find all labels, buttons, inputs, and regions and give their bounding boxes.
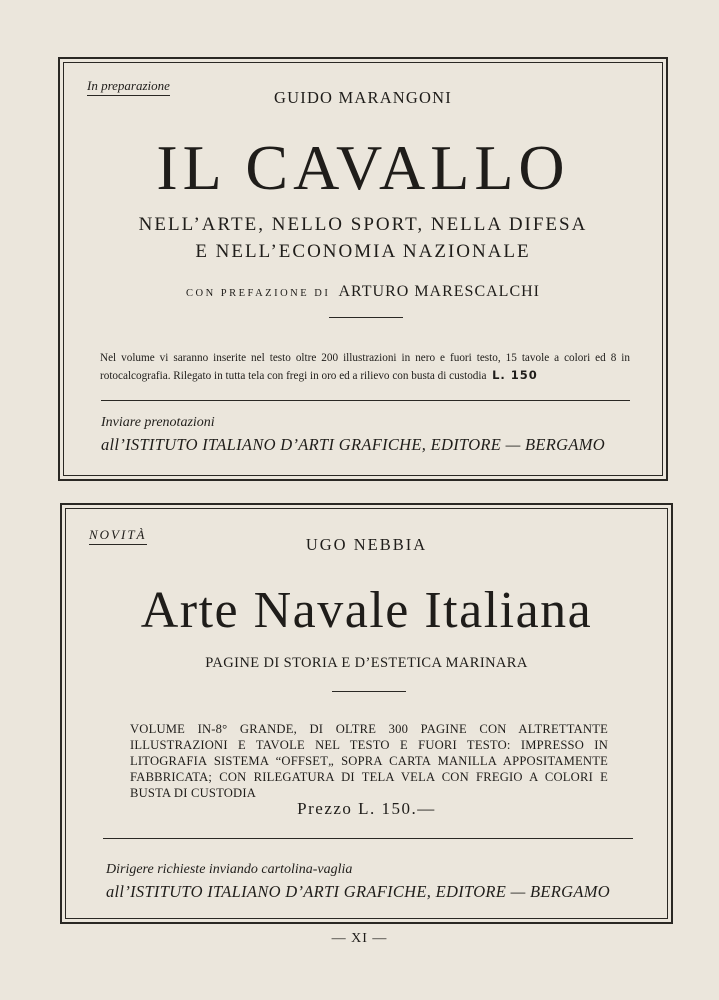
preface-prefix: CON PREFAZIONE DI [185, 288, 331, 299]
author-name: GUIDO MARANGONI [274, 88, 452, 107]
preface-author: ARTURO MARESCALCHI [338, 283, 540, 300]
novita-tag: NOVITÀ [89, 527, 147, 545]
page-number: — XI — [331, 931, 388, 946]
subtitle-line-2: E NELL’ECONOMIA NAZIONALE [195, 241, 531, 262]
short-divider [332, 691, 406, 692]
subtitle-line-1: NELL’ARTE, NELLO SPORT, NELLA DIFESA [138, 214, 588, 235]
short-divider [329, 317, 403, 318]
advertisement-il-cavallo [58, 57, 668, 481]
preface-credit [60, 283, 666, 301]
price: L. 150 [492, 368, 538, 382]
book-subtitle: PAGINE DI STORIA E D’ESTETICA MARINARA [205, 655, 528, 671]
book-description: VOLUME IN-8° GRANDE, DI OLTRE 300 PAGINE CON ALTRETTANTE ILLUSTRAZIONI E TAVOLE NEL TESTO E FUORI TESTO: IMPRESSO IN LITOGRAFIA SISTEMA “OFFSET„ SOPRA CARTA MANILLA APPOSITAMENTE FABBRICATA; CON RILEGATURA DI TELA VELA CON FREGIO A COLORI E BUSTA DI CUSTODIA [130, 722, 608, 800]
book-title: Arte Navale Italiana [140, 582, 593, 639]
book-description [100, 350, 630, 385]
order-instruction: Dirigere richieste inviando cartolina-vaglia [106, 862, 353, 877]
publisher-address: all’ISTITUTO ITALIANO D’ARTI GRAFICHE, EDITORE — BERGAMO [106, 882, 610, 901]
publisher-address: all’ISTITUTO ITALIANO D’ARTI GRAFICHE, EDITORE — BERGAMO [101, 435, 605, 454]
book-title: IL CAVALLO [156, 132, 570, 203]
advertisement-arte-navale [60, 503, 673, 924]
in-preparazione-tag: In preparazione [87, 78, 170, 96]
description-text: Nel volume vi saranno inserite nel testo oltre 200 illustrazioni in nero e fuori testo, 15 tavole a colori ed 8 in rotocalcografia. Rilegato in tutta tela con fregi in oro ed a rilievo con busta di custodia [100, 352, 630, 382]
author-name: UGO NEBBIA [305, 535, 428, 554]
section-divider [101, 400, 630, 401]
order-instruction: Inviare prenotazioni [101, 415, 215, 430]
section-divider [103, 838, 633, 839]
price: Prezzo L. 150.— [297, 799, 436, 818]
